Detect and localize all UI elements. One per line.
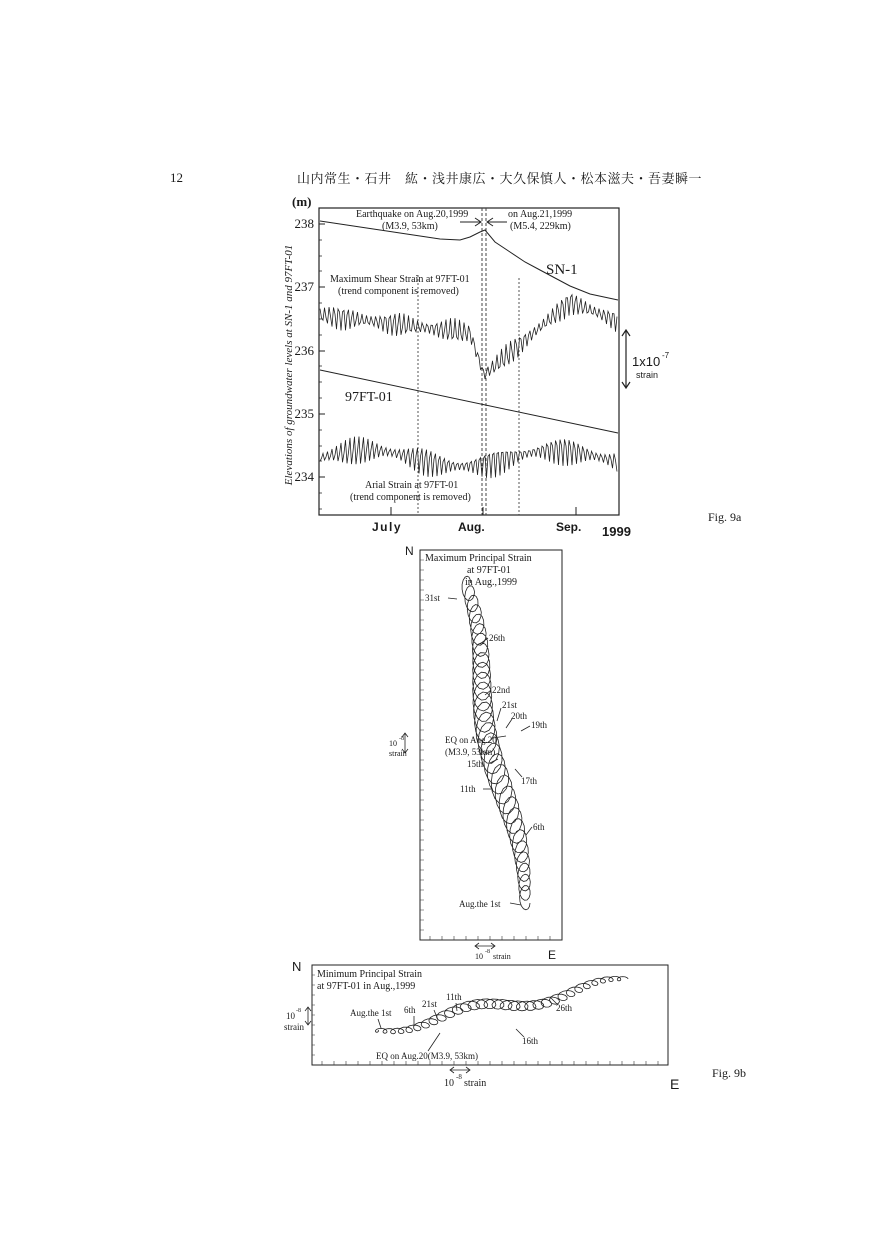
shear-strain-curve [320, 295, 617, 379]
east-label: E [548, 948, 557, 962]
v-scale-unit: strain [284, 1022, 304, 1032]
sn1-label: SN-1 [546, 262, 578, 278]
h-scale-exp: -8 [485, 949, 490, 955]
label-16th: 16th [522, 1036, 539, 1046]
h-scale-value: 10 [475, 952, 483, 961]
figure-9b-min-principal [280, 955, 700, 1095]
v-scale-unit: strain [389, 749, 407, 758]
running-header-authors: 山内常生・石井 紘・浅井康広・大久保慎人・松本滋夫・吾妻瞬一 [297, 171, 703, 186]
label-21st: 21st [502, 700, 518, 710]
label-aug-1st: Aug.the 1st [350, 1008, 392, 1018]
label-26th: 26th [556, 1003, 573, 1013]
eq-label-line1: EQ on Aug.20 [445, 735, 497, 745]
strain-scale-value: 1x10 [632, 354, 661, 369]
arial-strain-curve [320, 437, 617, 479]
label-22nd: 22nd [492, 685, 510, 695]
eq2-arrow [487, 218, 507, 226]
h-scale-unit: strain [493, 952, 511, 961]
eq1-label-line2: (M3.9, 53km) [382, 221, 438, 232]
figure-9a [270, 190, 670, 540]
label-26th: 26th [489, 633, 506, 643]
shear-label-line2: (trend component is removed) [338, 286, 459, 297]
label-17th: 17th [521, 776, 538, 786]
label-31st: 31st [425, 593, 441, 603]
label-6th: 6th [404, 1005, 416, 1015]
figure-9a-caption: Fig. 9a [708, 510, 742, 524]
eq-label-line2: (M3.9, 53km) [445, 747, 496, 757]
y-tick-237: 237 [294, 279, 314, 294]
eq1-label-line1: Earthquake on Aug.20,1999 [356, 209, 469, 220]
title-line1: Minimum Principal Strain [317, 969, 422, 980]
shear-label-line1: Maximum Shear Strain at 97FT-01 [330, 274, 470, 285]
label-20th: 20th [511, 711, 528, 721]
page-number: 12 [170, 170, 183, 185]
label-aug-1st: Aug.the 1st [459, 899, 501, 909]
north-label: N [405, 544, 414, 558]
v-scale-value: 10 [389, 739, 397, 748]
v-scale-exp: -8 [399, 736, 404, 742]
day-labels [350, 992, 573, 1061]
v-scale-exp: -8 [296, 1008, 301, 1014]
north-label: N [292, 959, 302, 974]
label-19th: 19th [531, 720, 548, 730]
label-11th: 11th [446, 992, 462, 1002]
x-tick-aug: Aug. [458, 520, 485, 534]
y-axis-label: Elevations of groundwater levels at SN-1 and 97FT-01 [283, 244, 295, 486]
title-line1: Maximum Principal Strain [425, 553, 532, 564]
unit-label: (m) [292, 194, 312, 209]
y-tick-236: 236 [294, 343, 314, 358]
year-label: 1999 [602, 524, 631, 539]
title-line3: in Aug.,1999 [465, 577, 517, 588]
eq2-label-line2: (M5.4, 229km) [510, 221, 571, 232]
eq-label: EQ on Aug.20(M3.9, 53km) [376, 1051, 478, 1061]
v-scale-arrow [305, 1007, 311, 1025]
ft01-label: 97FT-01 [345, 390, 393, 405]
figure-9b-max-principal [385, 545, 585, 965]
title-line2: at 97FT-01 in Aug.,1999 [317, 981, 416, 992]
h-scale-unit: strain [464, 1078, 487, 1089]
label-15th: 15th [467, 759, 484, 769]
arial-label-line2: (trend component is removed) [350, 492, 471, 503]
plot-frame [420, 550, 562, 940]
title-line2: at 97FT-01 [467, 565, 511, 576]
y-tick-235: 235 [294, 406, 314, 421]
strain-scale-exponent: -7 [662, 351, 670, 360]
strain-scale-unit: strain [636, 370, 659, 380]
y-tick-234: 234 [294, 469, 314, 484]
label-6th: 6th [533, 822, 545, 832]
x-axis-ticks [372, 507, 631, 539]
h-scale-exp: -8 [456, 1073, 462, 1081]
east-label: E [670, 1076, 680, 1092]
label-11th: 11th [460, 784, 476, 794]
strain-scale-arrow [622, 330, 630, 388]
eq2-label-line1: on Aug.21,1999 [508, 209, 573, 220]
y-axis-ticks [295, 216, 326, 509]
h-scale-value: 10 [444, 1078, 454, 1089]
arial-label-line1: Arial Strain at 97FT-01 [365, 480, 459, 491]
figure-9b-caption: Fig. 9b [712, 1066, 747, 1080]
x-tick-sep: Sep. [556, 520, 582, 534]
x-tick-july: July [372, 520, 403, 534]
label-21st: 21st [422, 999, 438, 1009]
v-scale-value: 10 [286, 1011, 295, 1021]
y-tick-238: 238 [294, 216, 314, 231]
